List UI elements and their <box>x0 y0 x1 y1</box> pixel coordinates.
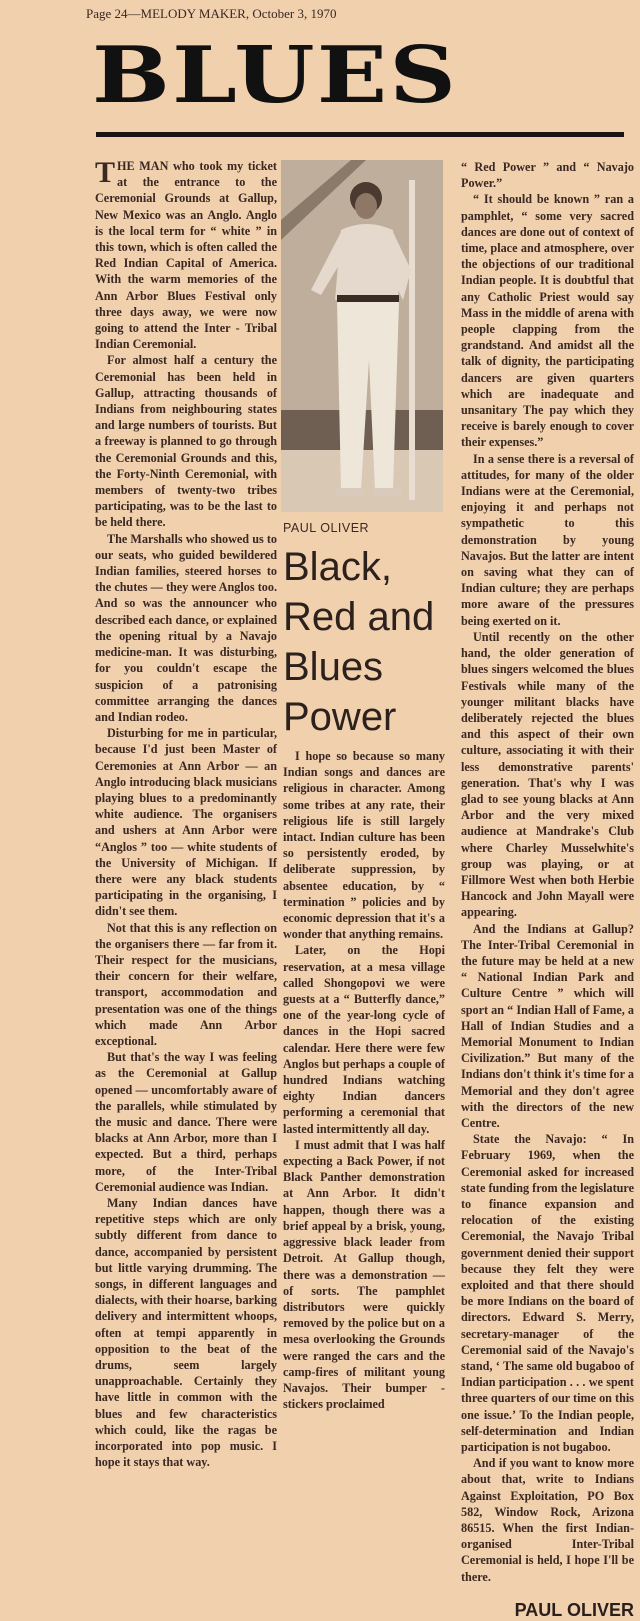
paragraph: Until recently on the other hand, the older generation of blues singers welcomed the blues Festivals while many of the younger militant blacks have deliberately rejected the blues and this aspect of their own culture, associating it with their less demonstrative parents' generation. That's why I was glad to see young blacks at Ann Arbor and the very mixed audience at Mandrake's Club where Charley Musselwhite's group was playing, or at Fillmore West when both Herbie Hancock and John Mayall were appearing. <box>461 629 634 920</box>
paragraph <box>95 158 277 352</box>
author-signature: PAUL OLIVER <box>514 1599 634 1620</box>
paragraph: Disturbing for me in particular, because I'd just been Master of Ceremonies at Ann Arbor — an Anglo introducing black musicians playing blues to a predominantly white audience. The organisers and ushers at Ann Arbor were “Anglos ” too — white students of the University of Michigan. If there were any black students participating in the organising, I didn't see them. <box>95 726 277 919</box>
article-column-1 <box>95 158 277 1470</box>
photo-byline: PAUL OLIVER <box>283 521 370 535</box>
paragraph-text: HE MAN who took my ticket at the entrance to the Ceremonial Grounds at Gallup, New Mexico was an Anglo. Anglo is the local term for “ white ” in this town, which is often called the Red Indian Capital of America. With the warm memories of the Ann Arbor Blues Festival only three days away, we were now going to attend the Inter - Tribal Indian Ceremonial. <box>95 159 277 352</box>
paragraph: In a sense there is a reversal of attitudes, for many of the older Indians were at the Ceremonial, enjoying it and perhaps not sympathetic to this demonstration by young Navajos. But the latter are intent on saving what they can of Indian culture; they are perhaps more aware of the pressures being exerted on it. <box>461 451 634 628</box>
article-headline: Black, Red and Blues Power <box>283 545 435 739</box>
paragraph: But that's the way I was feeling as the Ceremonial at Gallup opened — uncomfortably aware of the parallels, while stimulated by the music and dance. There were blacks at Ann Arbor, more than I expected. But a third, perhaps more, of the Inter-Tribal Ceremonial audience was Indian. <box>95 1050 277 1194</box>
paragraph: I must admit that I was half expecting a Back Power, if not Black Panther demonstration at Ann Arbor. It didn't happen, though there was a brief appeal by a brisk, young, aggressive black leader from Detroit. At Gallup though, there was a demonstration — of sorts. The pamphlet distributors were quickly removed by the police but on a mesa overlooking the Grounds were ranged the cars and the camp-fires of militant young Navajos. Their bumper - stickers proclaimed <box>283 1137 445 1412</box>
paragraph: Later, on the Hopi reservation, at a mesa village called Shongopovi we were guests at a “ Butterfly dance,” one of the year-long cycle of dances in the Hopi sacred calendar. Here there were few Anglos but perhaps a couple of hundred Indians watching eighty Indian dancers performing a ceremonial that lasted intermittently all day. <box>283 943 445 1136</box>
drop-cap: T <box>95 156 116 189</box>
paragraph: Not that this is any reflection on the organisers there — far from it. Their respect for the musicians, their concern for their welfare, transport, accommodation and presentation was one of the things which made Ann Arbor exceptional. <box>95 920 277 1048</box>
paragraph: I hope so because so many Indian songs and dances are religious in character. Among some tribes at any rate, their religious life is still largely intact. Indian culture has been so persistently eroded, by deliberate suppression, by absentee education, by “ termination ” policies and by economic depression that it's a wonder that anything remains. <box>283 749 445 942</box>
author-photo <box>281 160 443 512</box>
article-column-2-wrapper <box>283 520 445 1412</box>
paragraph: And if you want to know more about that, write to Indians Against Exploitation, PO Box 582, Window Rock, Arizona 86515. When the first Indian-organised Inter-Tribal Ceremonial is held, I hope I'll be there. <box>461 1456 634 1584</box>
paragraph: Many Indian dances have repetitive steps which are only subtly different from dance to dance, accompanied by persistent but little varying drumming. The songs, in different languages and dialects, with their hoarse, barking delivery and intermittent whoops, often at tempi apparently in opposition to the beat of the drums, seem largely unapproachable. Certainly they have little in common with the blues and few characteristics which could, like the ragas be incorporated into pop music. I hope it stays that way. <box>95 1196 277 1470</box>
article-column-3 <box>461 159 634 1621</box>
paragraph: And the Indians at Gallup? The Inter-Tribal Ceremonial in the future may be held at a new “ National Indian Park and Culture Centre ” which will sport an “ Indian Hall of Fame, a Hall of Indian Studies and a Memorial Monument to Indian Civilization.” But many of the Indians don't think it's time for a Memorial and they don't agree with the directors of the new Centre. <box>461 921 634 1130</box>
paragraph: “ Red Power ” and “ Navajo Power.” <box>461 160 634 191</box>
divider-rule <box>96 132 624 137</box>
paragraph: The Marshalls who showed us to our seats, who guided bewildered Indian families, steered horses to the chutes — they were Anglos too. And so was the announcer who described each dance, or explained the opening ritual by a Navajo medicine-man. It was disturbing, for you couldn't escape the suspicion of a patronising committee arranging the dances and Indian rodeo. <box>95 531 277 724</box>
page-folio: Page 24—MELODY MAKER, October 3, 1970 <box>86 6 337 21</box>
paragraph: “ It should be known ” ran a pamphlet, “ some very sacred dances are done out of context of time, place and atmosphere, over the objections of our traditional Indian people. It is doubtful that any Catholic Priest would say Mass in the middle of arena with people clapping from the grandstand. And amidst all the talk of dignity, the participating dancers are given quarters which are inadequate and unsanitary The pay which they receive is barely enough to cover their expenses.” <box>461 192 634 450</box>
article-column-2 <box>283 748 445 1412</box>
paragraph: State the Navajo: “ In February 1969, when the Ceremonial asked for increased state funding from the legislature to finance expansion and relocation of the existing Ceremonial, the Navajo Tribal government denied their support because they felt they were exploited and that there should be more Indians on the board of directors. Edward S. Merry, secretary-manager of the Ceremonial said of the Navajo's stand, ‘ The same old bugaboo of Indian participation . . . we spent three quarters of our time on this one issue.’ To the Indian people, self-determination and Indian participation is not bugaboo. <box>461 1132 634 1455</box>
paragraph: For almost half a century the Ceremonial has been held in Gallup, attracting thousands of Indians from neighbouring states and large numbers of tourists. But a freeway is planned to go through the Ceremonial Grounds and this, the Forty-Ninth Ceremonial, with members of twenty-two tribes participating, was to be the last to be held there. <box>95 353 277 530</box>
photo-figure-icon <box>281 160 443 512</box>
section-title: BLUES <box>92 30 459 121</box>
